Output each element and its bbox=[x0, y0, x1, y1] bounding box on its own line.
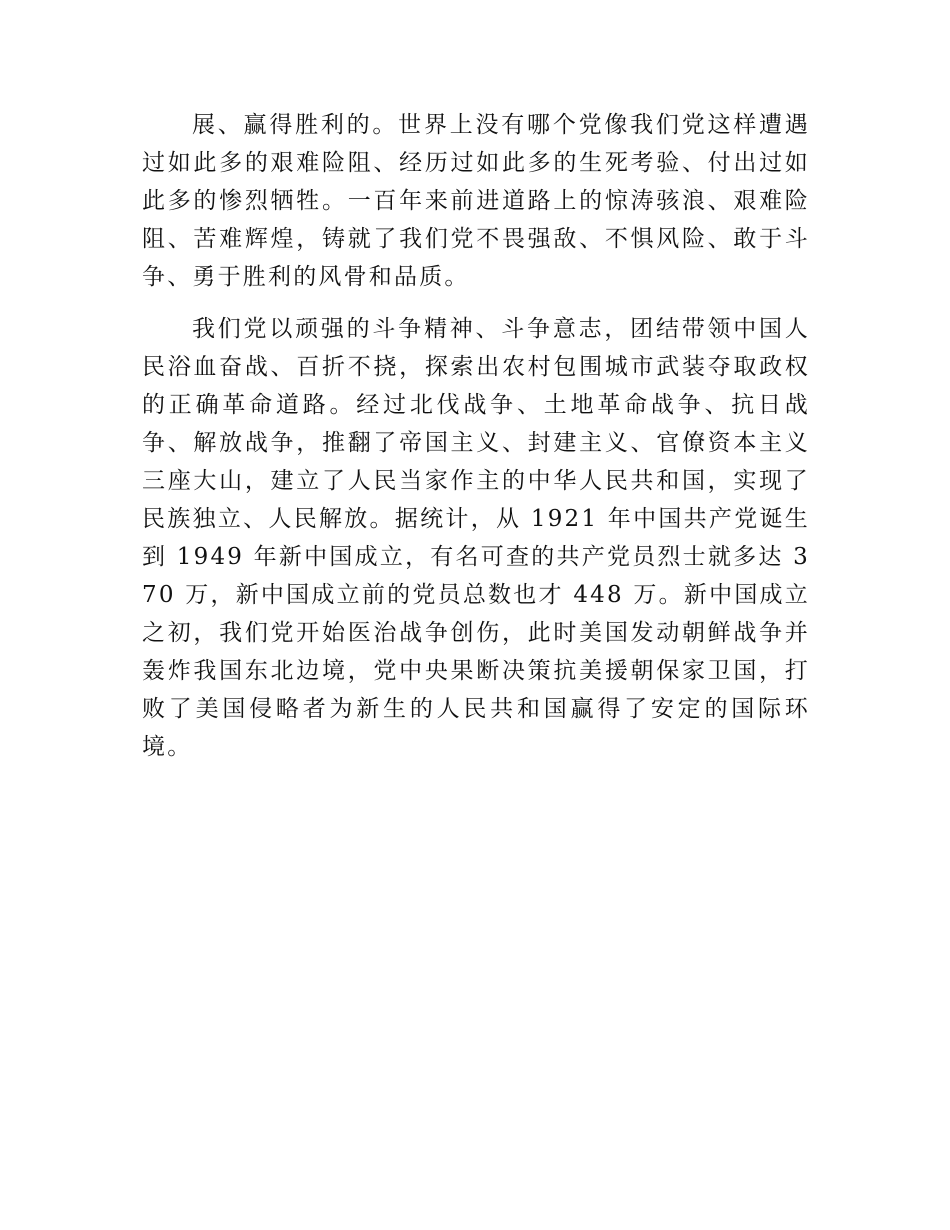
paragraph-1: 展、赢得胜利的。世界上没有哪个党像我们党这样遭遇过如此多的艰难险阻、经历过如此多的生死考验、付出过如此多的惨烈牺牲。一百年来前进道路上的惊涛骇浪、艰难险阻、苦难辉煌，铸就了我们党不畏强敌、不惧风险、敢于斗争、勇于胜利的风骨和品质。 bbox=[142, 112, 810, 290]
paragraph-2: 我们党以顽强的斗争精神、斗争意志，团结带领中国人民浴血奋战、百折不挠，探索出农村包围城市武装夺取政权的正确革命道路。经过北伐战争、土地革命战争、抗日战争、解放战争，推翻了帝国主义、封建主义、官僚资本主义三座大山，建立了人民当家作主的中华人民共和国，实现了民族独立、人民解放。据统计，从 1921 年中国共产党诞生到 1949 年新中国成立，有名可查的共产党员烈士就多达 370 万，新中国成立前的党员总数也才 448 万。新中国成立之初，我们党开始医治战争创伤，此时美国发动朝鲜战争并轰炸我国东北边境，党中央果断决策抗美援朝保家卫国，打败了美国侵略者为新生的人民共和国赢得了安定的国际环境。 bbox=[142, 316, 810, 760]
document-body bbox=[142, 106, 810, 766]
